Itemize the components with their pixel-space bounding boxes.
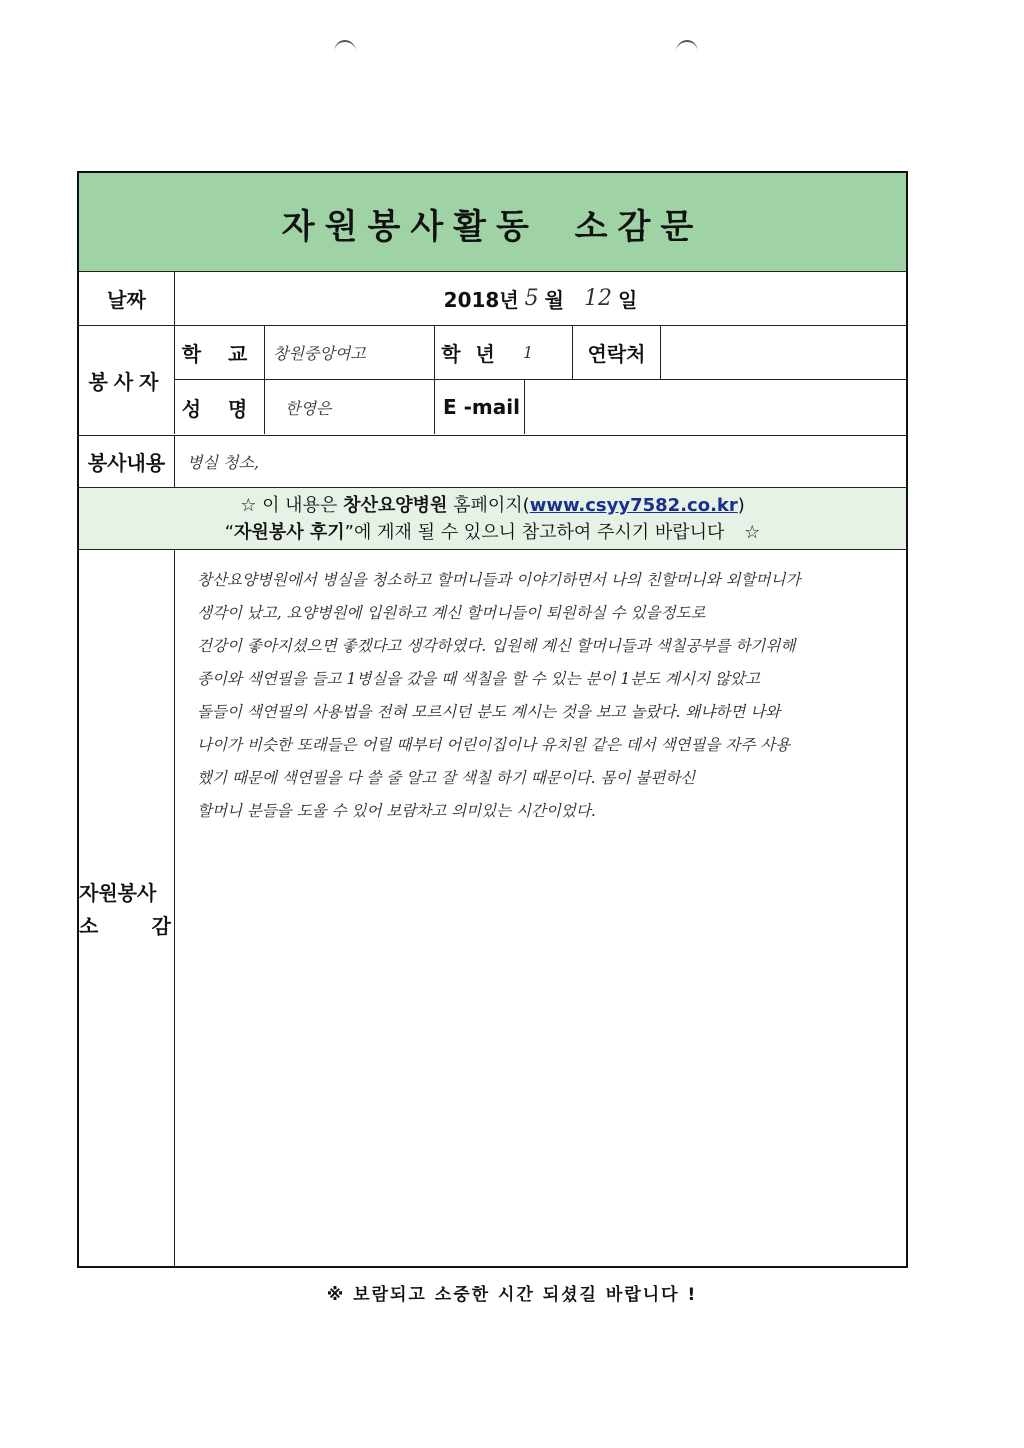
notice-line1-suffix: ): [737, 495, 745, 516]
date-value: [175, 272, 906, 325]
punch-hole-left: [334, 40, 356, 64]
volunteer-report-form: [77, 171, 908, 1268]
star-icon: ☆: [744, 522, 761, 543]
essay-label-so: 소: [79, 914, 99, 938]
school-label: 학 교: [175, 326, 265, 379]
essay-line: 종이와 색연필을 들고 1병실을 갔을 때 색칠을 할 수 있는 분이 1분도 계시지 않았고: [197, 670, 760, 688]
name-value: 한영은: [265, 380, 435, 434]
date-label: 날짜: [79, 272, 175, 325]
school-value: 창원중앙여고: [265, 326, 435, 379]
service-content-value: 병실 청소,: [187, 453, 259, 472]
star-icon: ☆: [240, 495, 257, 516]
essay-line: 할머니 분들을 도울 수 있어 보람차고 의미있는 시간이었다.: [197, 802, 596, 820]
date-year: 2018년: [443, 288, 519, 312]
notice-line1-prefix: 이 내용은: [262, 495, 344, 516]
notice-hospital: 창산요양병원: [343, 495, 448, 516]
grade-label: 학 년: [441, 342, 499, 366]
volunteer-row-name: [175, 380, 906, 434]
name-label: 성 명: [175, 380, 265, 434]
notice-line-2: [79, 519, 906, 546]
essay-line: 돌들이 색연필의 사용법을 전혀 모르시던 분도 계시는 것을 보고 놀랐다. 왜냐하면 나와: [197, 703, 781, 721]
notice-line2-rest: ”에 게재 될 수 있으니 참고하여 주시기 바랍니다: [344, 522, 725, 543]
notice-row: [79, 488, 906, 550]
date-month-handwritten: 5: [524, 286, 539, 311]
contact-label: 연락처: [573, 326, 661, 379]
punch-hole-right: [676, 40, 698, 64]
footer-message: ※ 보람되고 소중한 시간 되셨길 바랍니다 !: [326, 1285, 698, 1305]
notice-review-label: 자원봉사 후기: [234, 522, 345, 543]
essay-line: 생각이 났고, 요양병원에 입원하고 계신 할머니들이 퇴원하실 수 있을정도로: [197, 604, 706, 622]
email-value: [525, 380, 906, 434]
notice-line1-mid: 홈페이지(: [447, 495, 530, 516]
notice-homepage-link[interactable]: www.csyy7582.co.kr: [529, 495, 738, 516]
notice-line-1: [79, 492, 906, 519]
essay-line: 창산요양병원에서 병실을 청소하고 할머니들과 이야기하면서 나의 친할머니와 외할머니가: [197, 571, 801, 589]
contact-value: [661, 326, 906, 379]
essay-handwritten-text: [197, 564, 897, 828]
date-day-handwritten: 12: [583, 286, 612, 311]
notice-quote-open: “: [224, 522, 235, 543]
date-month-unit: 월: [544, 288, 564, 312]
essay-row: [79, 550, 906, 1266]
volunteer-row-school: [175, 326, 906, 380]
date-row: [79, 272, 906, 326]
form-title: 자원봉사활동 소감문: [281, 207, 704, 247]
essay-label-line2: [79, 910, 171, 939]
email-label: E -mail: [435, 380, 525, 434]
essay-label-gam: 감: [151, 914, 171, 938]
essay-line: 했기 때문에 색연필을 다 쓸 줄 알고 잘 색칠 하기 때문이다. 몸이 불편하신: [197, 769, 696, 787]
notice-text: [79, 492, 906, 546]
volunteer-label: 봉사자: [79, 326, 175, 434]
date-day-unit: 일: [617, 288, 638, 312]
title-band: [79, 173, 906, 272]
grade-value: 1: [505, 326, 573, 379]
essay-label-line1: 자원봉사: [79, 881, 157, 905]
essay-line: 나이가 비슷한 또래들은 어릴 때부터 어린이집이나 유치원 같은 데서 색연필을 자주 사용: [197, 736, 791, 754]
service-content-row: [79, 436, 906, 488]
essay-line: 건강이 좋아지셨으면 좋겠다고 생각하였다. 입원해 계신 할머니들과 색칠공부를 하기위해: [197, 637, 796, 655]
service-content-label: 봉사내용: [79, 436, 175, 487]
essay-label: [79, 550, 175, 1266]
volunteer-info: [79, 326, 906, 436]
